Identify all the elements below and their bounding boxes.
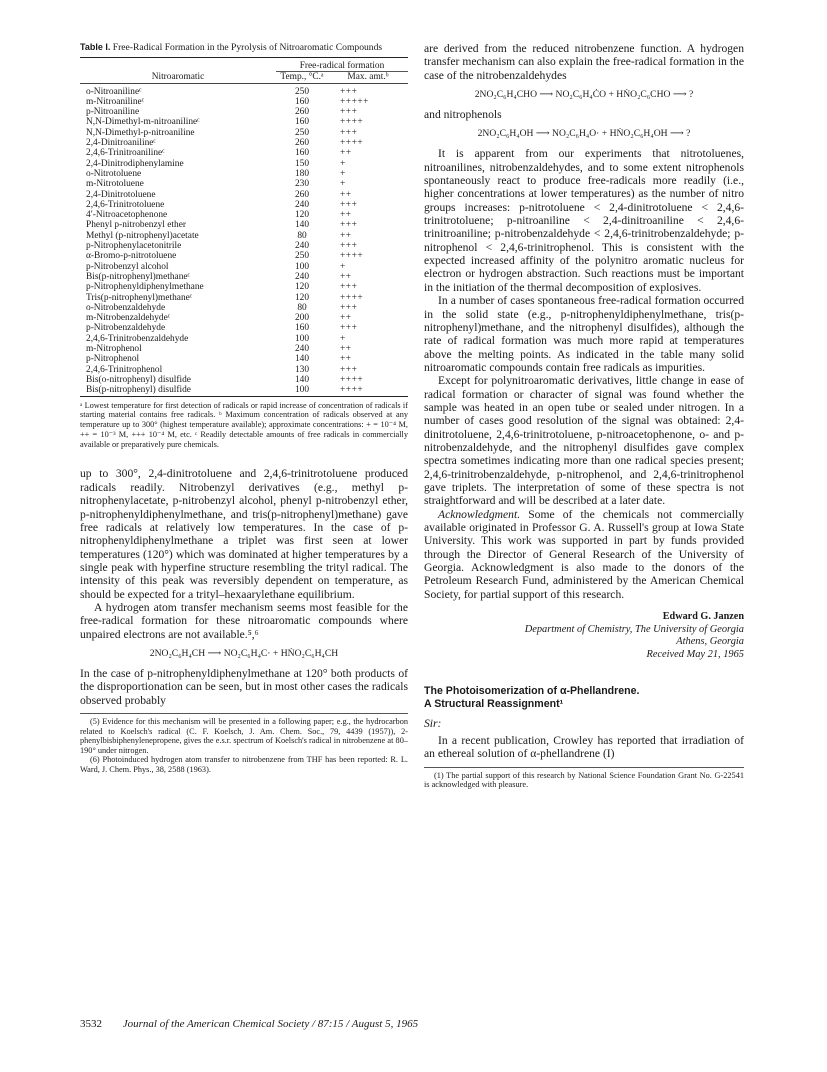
compound-name: o-Nitroanilineᶜ (86, 86, 142, 97)
page-footer (80, 1018, 418, 1030)
temperature: 120 (294, 210, 310, 221)
temperature: 240 (294, 344, 310, 355)
received-date: Received May 21, 1965 (646, 648, 744, 660)
max-amount: ++ (340, 189, 352, 200)
next-article-title (424, 685, 744, 711)
max-amount: +++++ (340, 96, 369, 107)
next-title-line-1: The Photoisomerization of α-Phellandrene. (424, 685, 640, 698)
compound-name: o-Nitrobenzaldehyde (86, 302, 166, 313)
compound-name: p-Nitrophenol (86, 354, 140, 365)
max-amount: + (340, 158, 346, 169)
right-footnotes (424, 767, 744, 790)
temperature: 80 (297, 302, 307, 313)
location: Athens, Georgia (676, 636, 744, 648)
max-amount: +++ (340, 220, 358, 231)
table-row (80, 190, 408, 200)
left-paragraph-1: up to 300°, 2,4-dinitrotoluene and 2,4,6-trinitrotoluene produced radicals readily. Nitrobenzyl derivatives (e.g., methyl p-nitrophenylacetate, p-nitrobenzyl alcohol, phenyl p-nitrobenzyl ether, p-nitrophenyldiphenylmethane, and tris(p-nitrophenyl)methane) gave free radicals at relatively low temperatures. In the case of p-nitrophenyldiphenylmethane a triplet was first seen at lower temperatures (120°) which was dominated at higher temperatures by a single peak with hyperfine structure resembling the trityl radical. The intensity of this peak was reversibly dependent on temperature, as should be expected for a trityl–hexaarylethane equilibrium. (80, 467, 408, 601)
compound-name: Methyl (p-nitrophenyl)acetate (86, 230, 199, 241)
compound-name: 2,4-Dinitrodiphenylamine (86, 158, 184, 169)
table-row (80, 220, 408, 230)
footnote-1: (1) The partial support of this research by National Science Foundation Grant No. G-22541 is acknowledged with pleasure. (424, 770, 744, 790)
compound-name: m-Nitroanilineᶜ (86, 96, 145, 107)
max-amount: ++++ (340, 292, 364, 303)
table-row (80, 313, 408, 323)
salutation: Sir: (424, 717, 442, 731)
max-amount: + (340, 261, 346, 272)
temperature: 120 (294, 282, 310, 293)
author-name: Edward G. Janzen (662, 611, 744, 623)
equation-phenol: 2NO₂C₆H₄OH ⟶ NO₂C₆H₄O· + HṄO₂C₆H₄OH ⟶ ? (477, 128, 691, 140)
max-amount: ++++ (340, 138, 364, 149)
max-amount: ++ (340, 271, 352, 282)
max-amount: +++ (340, 107, 358, 118)
temperature: 260 (294, 107, 310, 118)
table-row (80, 107, 408, 117)
temperature: 100 (294, 261, 310, 272)
compound-name: p-Nitroaniline (86, 107, 140, 118)
table-caption (80, 42, 408, 53)
signature (424, 611, 744, 661)
compound-name: 2,4,6-Trinitroanilineᶜ (86, 148, 165, 159)
max-amount: + (340, 179, 346, 190)
table-row (80, 375, 408, 385)
temperature: 140 (294, 374, 310, 385)
compound-name: 2,4,6-Trinitrotoluene (86, 199, 165, 210)
max-amount: ++ (340, 354, 352, 365)
temperature: 120 (294, 292, 310, 303)
table-row (80, 138, 408, 148)
and-nitrophenols: and nitrophenols (424, 108, 502, 122)
table-row (80, 334, 408, 344)
temperature: 100 (294, 385, 310, 396)
table-row (80, 210, 408, 220)
max-amount: ++ (340, 313, 352, 324)
temperature: 250 (294, 251, 310, 262)
right-paragraph-4: Except for polynitroaromatic derivatives, little change in ease of radical formation or character of signal was found whether the sample was heated in an open tube or sealed under nitrogen. In a number of cases good resolution of the signal was obtained: 2,4-dinitrotoluene, 2,4,6-trinitrotoluene, p-nitroacetophenone, o- and p-nitrobenzaldehyde, and the nitrophenyl disulfides gave complex spectra sometimes indicating more than one radical species present; 2,4,6-trinitrobenzaldehyde, p-nitrophenol, and 2,4,6-trinitrophenol gave triplets. The interpretation of some of these spectra is not straightforward and will be described at a later date. (424, 374, 744, 508)
max-amount: + (340, 333, 346, 344)
temperature: 160 (294, 148, 310, 159)
acknowledgment (424, 508, 744, 601)
max-amount: +++ (340, 241, 358, 252)
temperature: 250 (294, 127, 310, 138)
col-temp: Temp., °C.ᵃ (280, 72, 324, 83)
max-amount: +++ (340, 199, 358, 210)
table-row (80, 282, 408, 292)
equation-aldehyde: 2NO₂C₆H₄CHO ⟶ NO₂C₆H₄ĊO + HṄO₂C₆CHO ⟶ ? (474, 89, 694, 101)
max-amount: +++ (340, 364, 358, 375)
table-row (80, 231, 408, 241)
acknowledgment-text: Some of the chemicals not commercially available originated in Professor G. A. Russell's group at Iowa State University. This work was supported in part by funds provided through the Director of General Research of the University of Georgia. Acknowledgment is also made to the donors of the Petroleum Research Fund, administered by the American Chemical Society, for partial support of this research. (424, 507, 744, 601)
temperature: 240 (294, 271, 310, 282)
table-row (80, 148, 408, 158)
table-row (80, 293, 408, 303)
table-row (80, 251, 408, 261)
table-row (80, 323, 408, 333)
right-paragraph-3: In a number of cases spontaneous free-radical formation occurred in the solid state (e.g., p-nitrophenyldiphenylmethane, tris(p-nitrophenyl)methane, and the nitrophenyl disulfides), although the rate of radical formation was much more rapid at temperatures above the melting points. As indicated in the table many solid nitroaromatic compounds contain free radicals as impurities. (424, 294, 744, 374)
max-amount: ++++ (340, 251, 364, 262)
compound-name: 2,4,6-Trinitrophenol (86, 364, 163, 375)
table-caption-text: Free-Radical Formation in the Pyrolysis of Nitroaromatic Compounds (112, 42, 383, 53)
col-amt: Max. amt.ᵇ (347, 72, 389, 83)
compound-name: Bis(p-nitrophenyl) disulfide (86, 385, 191, 396)
affiliation: Department of Chemistry, The University of Georgia (524, 623, 744, 635)
temperature: 260 (294, 189, 310, 200)
compound-name: p-Nitrobenzyl alcohol (86, 261, 169, 272)
compound-name: 2,4-Dinitroanilineᶜ (86, 138, 156, 149)
table-row (80, 241, 408, 251)
compound-name: m-Nitrobenzaldehydeᶜ (86, 313, 171, 324)
table-row (80, 303, 408, 313)
table-footnote: ᵃ Lowest temperature for first detection of radicals or rapid increase of concentration of radicals if starting material contains free radicals. ᵇ Maximum concentration of radicals observed at any temperature up to 300° (highest temperature available); approximate concentrations: + = 10⁻⁴ M, ++ = 10⁻³ M, +++ 10⁻⁴ M, etc. ᶜ Readily detectable amounts of free radicals in commercially available or preparatively pure chemicals. (80, 400, 408, 449)
compound-name: p-Nitrobenzaldehyde (86, 323, 166, 334)
left-column (80, 42, 408, 775)
max-amount: +++ (340, 127, 358, 138)
max-amount: ++++ (340, 374, 364, 385)
temperature: 240 (294, 199, 310, 210)
temperature: 240 (294, 241, 310, 252)
group-header: Free-radical formation (276, 58, 408, 72)
table-caption-label: Table I. (80, 42, 111, 52)
max-amount: ++++ (340, 385, 364, 396)
left-equation: 2NO₂C₆H₄CH ⟶ NO₂C₆H₄C· + HṄO₂C₆H₄CH (149, 647, 339, 659)
right-column (424, 42, 744, 790)
compound-name: Bis(o-nitrophenyl) disulfide (86, 374, 191, 385)
compound-name: m-Nitrotoluene (86, 179, 144, 190)
temperature: 180 (294, 168, 310, 179)
temperature: 150 (294, 158, 310, 169)
table-row (80, 354, 408, 364)
compound-name: Tris(p-nitrophenyl)methaneᶜ (86, 292, 193, 303)
compound-name: 2,4,6-Trinitrobenzaldehyde (86, 333, 189, 344)
footnote-5: (5) Evidence for this mechanism will be presented in a following paper; e.g., the hydrocarbon related to Koelsch's radical (C. F. Koelsch, J. Am. Chem. Soc., 79, 4439 (1957)), 2-phenylbisbiphenylenepropene, gives the e.s.r. spectrum of Koelsch's radical in nitrobenzene at 80–190° under nitrogen. (80, 716, 408, 755)
temperature: 160 (294, 323, 310, 334)
compound-name: o-Nitrotoluene (86, 168, 142, 179)
table-row (80, 200, 408, 210)
left-paragraph-2: A hydrogen atom transfer mechanism seems most feasible for the free-radical formation for these nitroaromatic compounds where unpaired electrons are not available.⁵,⁶ (80, 600, 408, 641)
compound-name: Phenyl p-nitrobenzyl ether (86, 220, 186, 231)
table-row (80, 159, 408, 169)
compound-name: p-Nitrophenylacetonitrile (86, 241, 182, 252)
footnote-6: (6) Photoinduced hydrogen atom transfer to nitrobenzene from THF has been reported: R. L. Ward, J. Chem. Phys., 38, 2588 (1963). (80, 755, 408, 774)
temperature: 100 (294, 333, 310, 344)
max-amount: +++ (340, 86, 358, 97)
max-amount: +++ (340, 323, 358, 334)
compound-name: 4′-Nitroacetophenone (86, 210, 168, 221)
temperature: 130 (294, 364, 310, 375)
table-row (80, 344, 408, 354)
next-article-paragraph: In a recent publication, Crowley has reported that irradiation of an ethereal solution of α-phellandrene (I) (424, 734, 744, 761)
left-paragraph-3: In the case of p-nitrophenyldiphenylmethane at 120° both products of the disproportionation can be seen, but in most other cases the radicals observed probably (80, 666, 408, 707)
temperature: 80 (297, 230, 307, 241)
table-row (80, 117, 408, 127)
table-row (80, 272, 408, 282)
max-amount: ++ (340, 210, 352, 221)
next-title-line-2: A Structural Reassignment¹ (424, 698, 564, 711)
table-row (80, 262, 408, 272)
left-footnotes (80, 713, 408, 775)
temperature: 260 (294, 138, 310, 149)
compound-name: m-Nitrophenol (86, 344, 142, 355)
temperature: 160 (294, 96, 310, 107)
temperature: 230 (294, 179, 310, 190)
page-number: 3532 (80, 1018, 102, 1030)
acknowledgment-label: Acknowledgment. (438, 507, 521, 521)
max-amount: ++ (340, 344, 352, 355)
table-row (80, 128, 408, 138)
compound-name: Bis(p-nitrophenyl)methaneᶜ (86, 271, 190, 282)
compound-name: p-Nitrophenyldiphenylmethane (86, 282, 204, 293)
compound-name: N,N-Dimethyl-m-nitroanilineᶜ (86, 117, 200, 128)
max-amount: ++ (340, 148, 352, 159)
table-row (80, 385, 408, 395)
max-amount: + (340, 168, 346, 179)
table-row (80, 179, 408, 189)
table-row (80, 169, 408, 179)
compound-name: α-Bromo-p-nitrotoluene (86, 251, 177, 262)
right-paragraph-1: are derived from the reduced nitrobenzene function. A hydrogen transfer mechanism can also explain the free-radical formation in the case of the nitrobenzaldehydes (424, 42, 744, 82)
compound-name: N,N-Dimethyl-p-nitroaniline (86, 127, 195, 138)
radical-table (80, 57, 408, 396)
table-row (80, 87, 408, 97)
journal-info: Journal of the American Chemical Society / 87:15 / August 5, 1965 (122, 1018, 419, 1030)
temperature: 140 (294, 354, 310, 365)
max-amount: +++ (340, 282, 358, 293)
max-amount: ++++ (340, 117, 364, 128)
right-paragraph-2: It is apparent from our experiments that nitrotoluenes, nitroanilines, nitrobenzaldehydes, and to some extent nitrophenols spontaneously react to produce free-radicals more readily (i.e., higher concentrations at lower temperatures) as the number of nitro groups increases: p-nitrotoluene < 2,4-dinitrotoluene < 2,4,6-trinitrotoluene; p-nitroaniline < 2,4-dinitroaniline < 2,4,6-trinitroaniline; p-nitrobenzaldehyde < 2,4,6-trinitrobenzaldehyde; p-nitrophenol < 2,4,6-trinitrophenol. This is consistent with the expected increased affinity of the polynitro aromatic nucleus for electron or hydrogen abstraction. Such reactions must be important in the initiation of the thermal decomposition of explosives. (424, 147, 744, 294)
temperature: 200 (294, 313, 310, 324)
compound-name: 2,4-Dinitrotoluene (86, 189, 156, 200)
max-amount: ++ (340, 230, 352, 241)
table-row (80, 365, 408, 375)
temperature: 160 (294, 117, 310, 128)
temperature: 250 (294, 86, 310, 97)
col-nitroaromatic: Nitroaromatic (151, 72, 205, 83)
max-amount: +++ (340, 302, 358, 313)
table-row (80, 97, 408, 107)
temperature: 140 (294, 220, 310, 231)
